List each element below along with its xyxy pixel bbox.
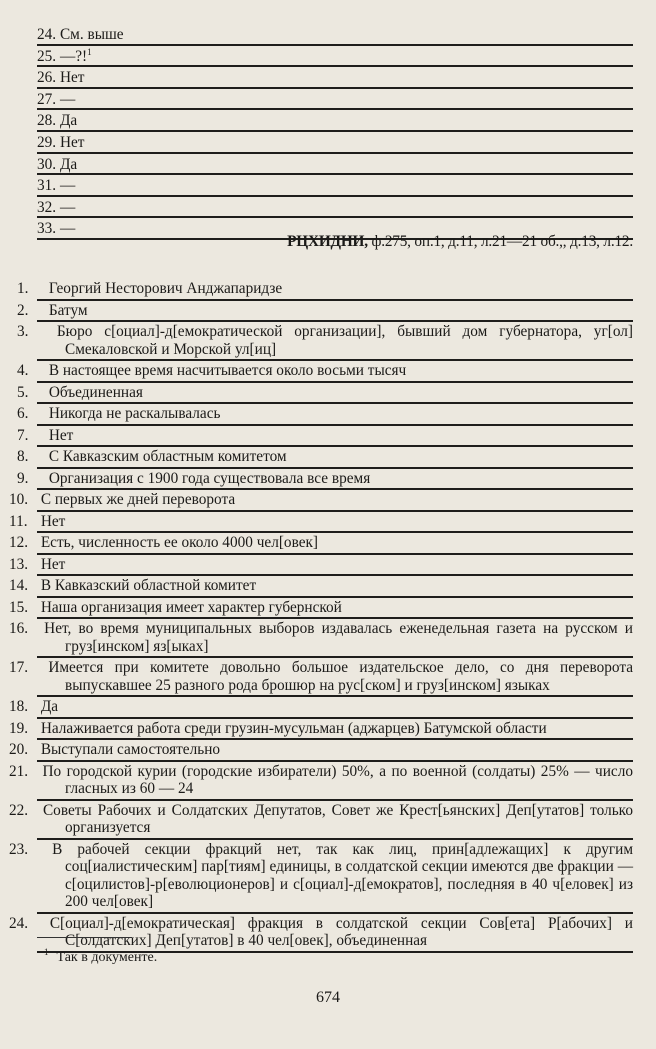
answer-text: —?!	[59, 47, 88, 65]
answer-number: 8.	[17, 448, 29, 465]
answer-text: Советы Рабочих и Солдатских Депутатов, Совет же Крест[ьянских] Деп[утатов] только организуется	[42, 801, 633, 836]
answer-text: Батум	[48, 301, 88, 319]
answer-number: 7.	[17, 426, 29, 444]
answer-text: Нет	[59, 69, 85, 87]
answer-number: 31.	[37, 177, 57, 195]
answer-text: Наша организация имеет характер губернской	[40, 598, 342, 616]
answer-text: —	[59, 90, 76, 108]
answer-text: Нет	[40, 555, 66, 573]
answer-text: С Кавказским областным комитетом	[48, 448, 287, 465]
answer-text: Нет	[40, 512, 66, 530]
answer-number: 4.	[17, 362, 29, 379]
answer-row: 24. С[оциал]-д[емократическая] фракция в солдатской секции Сов[ета] Р[абочих] и С[олдатских] Деп[утатов] в 40 чел[овек], объединенная	[37, 914, 633, 953]
answer-number: 33.	[37, 220, 57, 238]
answer-row	[37, 24, 633, 46]
answer-text: Налаживается работа среди грузин-мусульман (аджарцев) Батумской области	[40, 719, 547, 737]
answer-row: 14. В Кавказский областной комитет	[37, 576, 633, 598]
answer-text: Георгий Несторович Анджапаридзе	[48, 280, 283, 297]
answer-text: Нет	[59, 133, 85, 151]
answer-row: 20. Выступали самостоятельно	[37, 740, 633, 762]
footnote-text: Так в документе.	[56, 950, 158, 965]
answer-number: 28.	[37, 112, 57, 130]
answer-row	[37, 175, 633, 197]
answer-row	[37, 197, 633, 219]
answer-text: Да	[40, 698, 59, 715]
answer-text: С[оциал]-д[емократическая] фракция в солдатской секции Сов[ета] Р[абочих] и С[олдатских] Деп[утатов] в 40 чел[овек], объединенная	[49, 914, 633, 949]
answer-text: Нет, во время муниципальных выборов издавалась еженедельная газета на русском и груз[инском] яз[ыках]	[44, 620, 633, 655]
answer-number: 9.	[17, 469, 29, 487]
answer-row	[17, 383, 633, 405]
answer-row	[17, 404, 633, 426]
answer-row	[37, 46, 633, 68]
answer-number: 32.	[37, 198, 57, 216]
answer-row: 21. По городской курии (городские избиратели) 50%, а по военной (солдаты) 25% — число гласных из 60 — 24	[37, 762, 633, 801]
footnote-divider	[37, 937, 132, 938]
answer-number: 30.	[37, 155, 57, 173]
archive-name: РЦХИДНИ,	[287, 233, 368, 250]
answer-number: 26.	[37, 69, 57, 87]
answer-text: Да	[59, 112, 78, 130]
answer-text: В Кавказский областной комитет	[40, 577, 257, 594]
answer-text: —	[59, 177, 76, 195]
answer-row: 12. Есть, численность ее около 4000 чел[овек]	[37, 533, 633, 555]
answer-text: —	[59, 220, 76, 238]
answer-row	[17, 279, 633, 301]
answer-row	[17, 361, 633, 383]
answer-row	[37, 89, 633, 111]
answer-number: 6.	[17, 405, 29, 422]
answer-text: Объединенная	[48, 383, 143, 401]
answer-row	[17, 426, 633, 448]
answer-row	[17, 469, 633, 491]
answer-row: 13. Нет	[37, 555, 633, 577]
answer-row: 17. Имеется при комитете довольно большое издательское дело, со дня переворота выпускавшее 25 разного рода брошюр на рус[ском] и груз[инском] языках	[37, 658, 633, 697]
footnote-mark: 1	[44, 947, 49, 958]
answer-text: —	[59, 198, 76, 216]
answer-number: 24.	[37, 26, 57, 43]
answer-row	[37, 110, 633, 132]
answer-row: 23. В рабочей секции фракций нет, так как лиц, прин[адлежащих] к другим соц[иалистическим] пар[тиям] единицы, в солдатской секции имеются две фракции — с[оцилистов]-р[еволюционеров] и с[оциал]-д[емократов], последняя в 40 ч[еловек] из 200 чел[овек]	[37, 840, 633, 914]
answer-text: В рабочей секции фракций нет, так как лиц, прин[адлежащих] к другим соц[иалистическим] пар[тиям] единицы, в солдатской секции имеются две фракции — с[оцилистов]-р[еволюционеров] и с[оциал]-д[емократов], последняя в 40 ч[еловек] из 200 чел[овек]	[52, 840, 633, 910]
answer-text: Организация с 1900 года существовала все время	[48, 469, 371, 487]
answer-number: 5.	[17, 383, 29, 401]
answer-number: 3.	[17, 323, 29, 340]
answer-text: Да	[59, 155, 78, 173]
answer-row	[17, 322, 633, 361]
answer-number: 29.	[37, 133, 57, 151]
answer-row: 18. Да	[37, 697, 633, 719]
answer-text: Выступали самостоятельно	[40, 741, 221, 758]
answer-text: Бюро с[оциал]-д[емократической организации], бывший дом губернатора, уг[ол] Смекаловской и Морской ул[иц]	[56, 323, 633, 358]
answer-text: Есть, численность ее около 4000 чел[овек]	[40, 534, 319, 551]
archive-citation	[287, 233, 633, 251]
answer-row	[37, 132, 633, 154]
answer-text: В настоящее время насчитывается около восьми тысяч	[48, 362, 407, 379]
answer-number: 27.	[37, 90, 57, 108]
answer-row	[17, 447, 633, 469]
answer-row	[17, 301, 633, 323]
footnote	[44, 947, 158, 966]
answer-number: 25.	[37, 47, 57, 65]
answer-text: Нет	[48, 426, 74, 444]
answer-row: 22. Советы Рабочих и Солдатских Депутатов, Совет же Крест[ьянских] Деп[утатов] только организуется	[37, 801, 633, 840]
archive-reference: ф.275, оп.1, д.11, л.21—21 об.,, д.13, л.12.	[367, 233, 633, 250]
answers-list-batum	[9, 279, 634, 953]
footnote-reference: 1	[87, 46, 92, 57]
answer-row: 19. Налаживается работа среди грузин-мусульман (аджарцев) Батумской области	[37, 719, 633, 741]
answer-text: С первых же дней переворота	[40, 491, 236, 508]
answer-row: 11. Нет	[37, 512, 633, 534]
answer-text: См. выше	[59, 26, 124, 43]
answers-list-continued	[37, 24, 633, 240]
answer-text: Никогда не раскалывалась	[48, 405, 221, 422]
answer-text: Имеется при комитете довольно большое издательское дело, со дня переворота выпускавшее 25 разного рода брошюр на рус[ском] и груз[инском] языках	[48, 659, 633, 694]
answer-row	[37, 67, 633, 89]
answer-row: 15. Наша организация имеет характер губернской	[37, 598, 633, 620]
answer-row	[37, 154, 633, 176]
answer-number: 2.	[17, 301, 29, 319]
page-number: 674	[316, 989, 340, 1006]
answer-number: 1.	[17, 280, 29, 297]
answer-text: По городской курии (городские избиратели) 50%, а по военной (солдаты) 25% — число гласных из 60 — 24	[42, 762, 634, 797]
answer-row: 10. С первых же дней переворота	[37, 490, 633, 512]
answer-row: 16. Нет, во время муниципальных выборов издавалась еженедельная газета на русском и груз[инском] яз[ыках]	[37, 619, 633, 658]
